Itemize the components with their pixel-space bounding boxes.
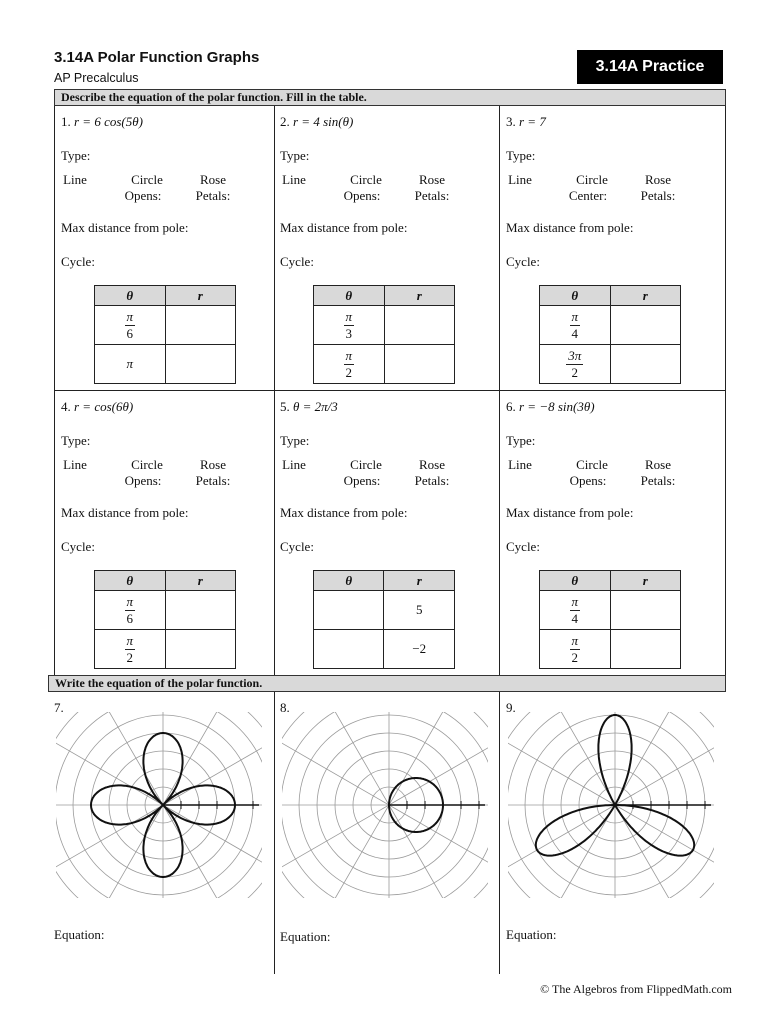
circle-detail-label: Center: [568,188,608,203]
table-row [540,345,681,384]
r-cell[interactable] [384,345,454,384]
problem-equation [506,114,546,130]
grid-divider [274,692,275,974]
r-cell [384,630,455,669]
problem-number: 2. [280,114,290,129]
grid-ray [56,712,163,805]
fraction-numerator: π [126,593,134,609]
fraction-numerator: π [571,632,579,648]
fraction-denominator: 3 [345,325,352,341]
theta-header: θ [314,571,384,591]
r-cell[interactable] [610,591,680,630]
table-row [314,306,455,345]
problem-equation [280,114,353,130]
problem-number: 5. [280,399,290,414]
grid-ray [282,805,389,898]
fraction [125,594,136,627]
cell-value: −2 [412,641,427,656]
type-label: Type: [61,148,91,163]
grid-ray [615,712,714,805]
fraction-numerator: π [571,308,579,324]
theta-cell [540,345,611,384]
grid-divider [54,390,726,391]
copyright-footer: © The Algebros from FlippedMath.com [540,982,732,996]
type-option-circle[interactable]: Circle [576,457,608,472]
type-label: Type: [280,148,310,163]
rose-petals-label: Petals: [195,188,231,203]
theta-cell [540,591,611,630]
value-table [539,570,681,669]
theta-header: θ [95,571,166,591]
problem-number: 1. [61,114,71,129]
r-header: r [610,286,680,306]
cycle-label: Cycle: [506,539,540,554]
cycle-label: Cycle: [280,254,314,269]
problem-equation [506,399,595,415]
r-cell[interactable] [610,345,680,384]
graph-number: 8. [280,700,290,715]
type-option-rose[interactable]: Rose [645,457,671,472]
fraction-numerator: 3π [568,347,582,363]
max-distance-label: Max distance from pole: [61,505,189,520]
problem-equation [280,399,338,415]
polar-equation: r = 6 cos(5θ) [74,114,143,129]
graph-number: 9. [506,700,516,715]
type-option-line[interactable]: Line [508,172,532,187]
max-distance-label: Max distance from pole: [61,220,189,235]
type-label: Type: [506,433,536,448]
r-cell[interactable] [610,306,680,345]
fraction [570,633,581,666]
fraction-denominator: 2 [345,364,352,380]
theta-cell [540,306,611,345]
type-option-circle[interactable]: Circle [576,172,608,187]
r-header: r [384,286,454,306]
grid-ray [63,805,163,898]
table-row [95,591,236,630]
theta-cell[interactable] [314,591,384,630]
type-option-line[interactable]: Line [508,457,532,472]
problem-number: 4. [61,399,71,414]
max-distance-label: Max distance from pole: [506,220,634,235]
grid-ray [615,712,714,805]
rose-petals-label: Petals: [640,473,676,488]
type-option-circle[interactable]: Circle [131,457,163,472]
theta-cell [540,630,611,669]
fraction [570,594,581,627]
max-distance-label: Max distance from pole: [280,505,408,520]
table-row [540,591,681,630]
theta-cell [95,345,166,384]
fraction-numerator: π [126,632,134,648]
rose-petals-label: Petals: [414,473,450,488]
grid-divider [274,106,275,676]
theta-header: θ [540,571,611,591]
value-table [94,570,236,669]
cycle-label: Cycle: [506,254,540,269]
theta-header: θ [95,286,166,306]
cycle-label: Cycle: [280,539,314,554]
fraction-denominator: 2 [571,649,578,665]
r-header: r [384,571,455,591]
section-instruction-describe: Describe the equation of the polar function. Fill in the table. [54,89,726,106]
graph-number: 7. [54,700,64,715]
grid-ray [515,712,615,805]
theta-header: θ [314,286,385,306]
fraction [570,309,581,342]
table-row [314,591,455,630]
grid-divider [499,692,500,974]
course-subtitle: AP Precalculus [54,71,139,85]
type-option-rose[interactable]: Rose [200,172,226,187]
polar-equation: r = cos(6θ) [74,399,134,414]
table-row [95,306,236,345]
circle-detail-label: Opens: [343,188,381,203]
fraction [566,348,583,381]
theta-cell [95,630,166,669]
fraction-numerator: π [345,308,353,324]
problem-equation [61,399,133,415]
fraction-denominator: 2 [126,649,133,665]
theta-cell [95,306,166,345]
r-cell[interactable] [165,345,235,384]
polar-graph [508,712,714,898]
r-header: r [165,571,235,591]
type-option-circle[interactable]: Circle [131,172,163,187]
type-label: Type: [506,148,536,163]
polar-equation: r = 4 sin(θ) [293,114,354,129]
r-cell[interactable] [165,306,235,345]
rose-petals-label: Petals: [414,188,450,203]
cell-value: 5 [415,602,423,617]
grid-ray [282,712,389,805]
polar-equation: r = −8 sin(3θ) [519,399,595,414]
fraction-numerator: π [126,308,134,324]
value-table [313,570,455,669]
table-row [314,630,455,669]
cycle-label: Cycle: [61,254,95,269]
grid-ray [289,805,389,898]
type-option-rose[interactable]: Rose [419,457,445,472]
table-row [95,345,236,384]
theta-cell [95,591,166,630]
grid-ray [508,805,615,898]
grid-ray [163,805,262,898]
cycle-label: Cycle: [61,539,95,554]
r-header: r [165,286,235,306]
practice-badge: 3.14A Practice [577,50,723,84]
type-option-circle[interactable]: Circle [350,172,382,187]
theta-cell [314,306,385,345]
polar-equation: r = 7 [519,114,546,129]
problem-equation [61,114,143,130]
type-option-circle[interactable]: Circle [350,457,382,472]
fraction [344,309,355,342]
value-table [94,285,236,384]
r-header: r [610,571,680,591]
r-cell [384,591,455,630]
value-table [313,285,455,384]
value-table [539,285,681,384]
grid-ray [163,712,262,805]
fraction [344,348,355,381]
fraction-numerator: π [571,593,579,609]
circle-detail-label: Opens: [343,473,381,488]
polar-graph [56,712,262,898]
grid-ray [163,805,262,898]
grid-divider [499,106,500,676]
table-row [95,630,236,669]
theta-cell[interactable] [314,630,384,669]
problem-number: 3. [506,114,516,129]
type-option-line[interactable]: Line [63,172,87,187]
equation-prompt: Equation: [506,927,557,942]
r-cell[interactable] [384,306,454,345]
max-distance-label: Max distance from pole: [280,220,408,235]
fraction-denominator: 4 [571,610,578,626]
rose-petals-label: Petals: [640,188,676,203]
table-row [540,306,681,345]
fraction-denominator: 4 [571,325,579,341]
r-cell[interactable] [610,630,680,669]
theta-header: θ [540,286,611,306]
type-option-rose[interactable]: Rose [200,457,226,472]
grid-ray [63,712,163,805]
fraction-denominator: 6 [126,325,133,341]
theta-cell [314,345,385,384]
fraction [125,309,136,342]
type-option-line[interactable]: Line [282,457,306,472]
fraction-denominator: 6 [126,610,133,626]
problem-number: 6. [506,399,516,414]
rose-petals-label: Petals: [195,473,231,488]
type-option-line[interactable]: Line [282,172,306,187]
section-instruction-write: Write the equation of the polar function. [48,675,726,692]
equation-prompt: Equation: [280,929,331,944]
polar-graph [282,712,488,898]
max-distance-label: Max distance from pole: [506,505,634,520]
type-label: Type: [280,433,310,448]
circle-detail-label: Opens: [569,473,607,488]
fraction-numerator: π [345,347,353,363]
fraction [125,633,136,666]
r-cell[interactable] [165,630,235,669]
circle-detail-label: Opens: [124,188,162,203]
table-row [540,630,681,669]
type-option-rose[interactable]: Rose [419,172,445,187]
r-cell[interactable] [165,591,235,630]
cell-value: π [126,356,134,371]
grid-border [725,106,726,675]
fraction-denominator: 2 [571,364,579,380]
grid-ray [56,805,163,898]
polar-equation: θ = 2π/3 [293,399,338,414]
type-option-line[interactable]: Line [63,457,87,472]
type-label: Type: [61,433,91,448]
type-option-rose[interactable]: Rose [645,172,671,187]
table-row [314,345,455,384]
circle-detail-label: Opens: [124,473,162,488]
equation-prompt: Equation: [54,927,105,942]
grid-ray [163,712,262,805]
worksheet-title: 3.14A Polar Function Graphs [54,49,260,66]
grid-ray [289,712,389,805]
grid-border [54,106,55,675]
